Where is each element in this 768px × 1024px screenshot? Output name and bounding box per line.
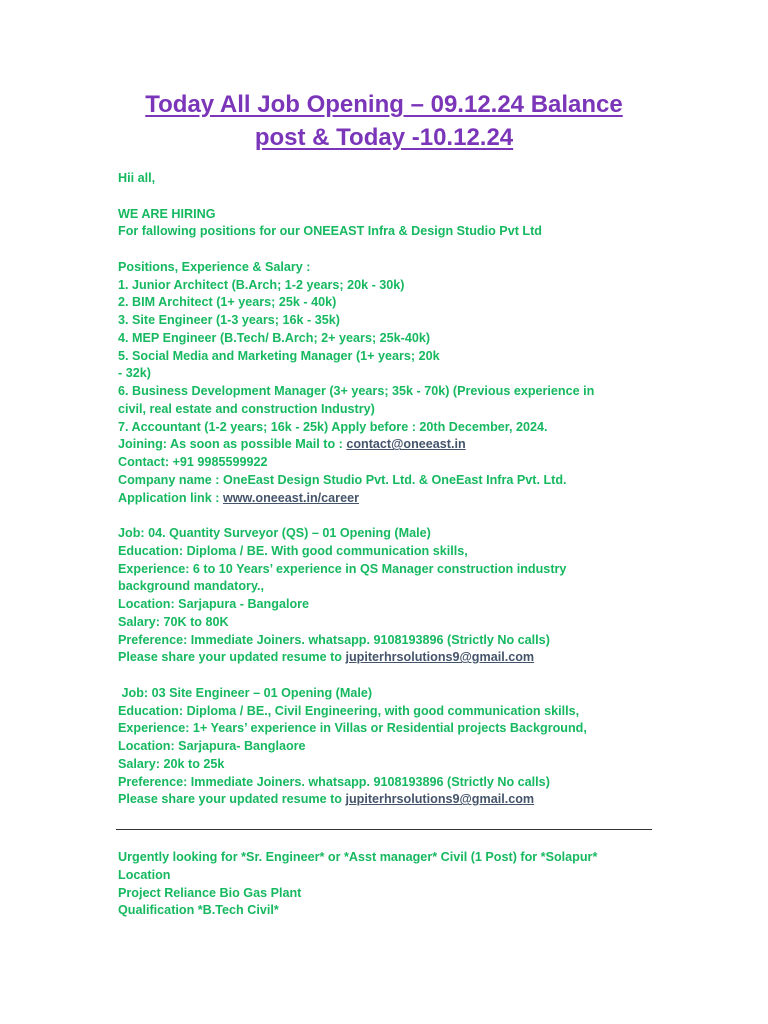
- position-item: - 32k): [118, 366, 151, 381]
- qs-location: Location: Sarjapura - Bangalore: [118, 597, 310, 611]
- position-item: 3. Site Engineer (1-3 years; 16k - 35k): [118, 313, 340, 327]
- document-body: [118, 170, 658, 809]
- urgent-qualification: Qualification *B.Tech Civil*: [118, 903, 279, 918]
- qs-preference: Preference: Immediate Joiners. whatsapp. 9108193896 (Strictly No calls): [118, 632, 550, 647]
- site-email-link[interactable]: jupiterhrsolutions9@gmail.com: [345, 792, 535, 807]
- position-item: 1. Junior Architect (B.Arch; 1-2 years; 20k - 30k): [118, 277, 405, 292]
- site-share-label: Please share your updated resume to: [118, 792, 346, 807]
- positions-header: Positions, Experience & Salary :: [118, 259, 311, 274]
- position-item: civil, real estate and construction Industry): [118, 401, 375, 416]
- urgent-line: Location: [118, 867, 171, 882]
- career-link[interactable]: www.oneeast.in/career: [222, 490, 359, 505]
- title-line-1: Today All Job Opening – 09.12.24 Balance: [145, 91, 623, 118]
- position-item: 7. Accountant (1-2 years; 16k - 25k) Apply before : 20th December, 2024.: [118, 419, 548, 434]
- position-item: 5. Social Media and Marketing Manager (1+ years; 20k: [118, 348, 440, 363]
- position-item: 4. MEP Engineer (B.Tech/ B.Arch; 2+ years; 25k-40k): [118, 330, 431, 345]
- page-title: [0, 88, 768, 154]
- urgent-project: Project Reliance Bio Gas Plant: [118, 885, 302, 900]
- application-line: [118, 490, 658, 508]
- site-salary: Salary: 20k to 25k: [118, 756, 225, 771]
- site-preference: Preference: Immediate Joiners. whatsapp. 9108193896 (Strictly No calls): [118, 774, 550, 789]
- position-item: 2. BIM Architect (1+ years; 25k - 40k): [118, 295, 337, 310]
- greeting: Hii all,: [118, 171, 156, 185]
- qs-experience: Experience: 6 to 10 Years’ experience in QS Manager construction industry: [118, 561, 567, 576]
- position-item: 6. Business Development Manager (3+ years; 35k - 70k) (Previous experience in: [118, 384, 595, 398]
- contact-phone: Contact: +91 9985599922: [118, 455, 268, 469]
- company-intro: For fallowing positions for our ONEEAST Infra & Design Studio Pvt Ltd: [118, 224, 542, 239]
- qs-job-title: Job: 04. Quantity Surveyor (QS) – 01 Opening (Male): [118, 526, 431, 540]
- company-name: Company name : OneEast Design Studio Pvt. Ltd. & OneEast Infra Pvt. Ltd.: [118, 472, 567, 487]
- horizontal-divider: [116, 829, 652, 830]
- site-education: Education: Diploma / BE., Civil Engineering, with good communication skills,: [118, 703, 580, 718]
- qs-email-link[interactable]: jupiterhrsolutions9@gmail.com: [345, 650, 535, 665]
- qs-share-label: Please share your updated resume to: [118, 650, 346, 665]
- qs-share-line: [118, 649, 658, 667]
- site-location: Location: Sarjapura- Banglaore: [118, 739, 306, 753]
- qs-salary: Salary: 70K to 80K: [118, 614, 229, 629]
- joining-line: [118, 436, 658, 454]
- application-label: Application link :: [118, 490, 223, 505]
- joining-label: Joining: As soon as possible Mail to :: [118, 437, 347, 452]
- site-experience: Experience: 1+ Years’ experience in Villas or Residential projects Background,: [118, 721, 587, 736]
- hiring-heading: WE ARE HIRING: [118, 206, 216, 221]
- site-job-title: Job: 03 Site Engineer – 01 Opening (Male): [118, 685, 373, 700]
- qs-experience-cont: background mandatory.,: [118, 579, 265, 594]
- contact-email-link[interactable]: contact@oneeast.in: [346, 437, 466, 452]
- title-line-2: post & Today -10.12.24: [254, 124, 514, 151]
- urgent-section: [118, 849, 658, 920]
- urgent-line: Urgently looking for *Sr. Engineer* or *Asst manager* Civil (1 Post) for *Solapur*: [118, 850, 598, 864]
- qs-education: Education: Diploma / BE. With good communication skills,: [118, 543, 468, 558]
- site-share-line: [118, 791, 658, 809]
